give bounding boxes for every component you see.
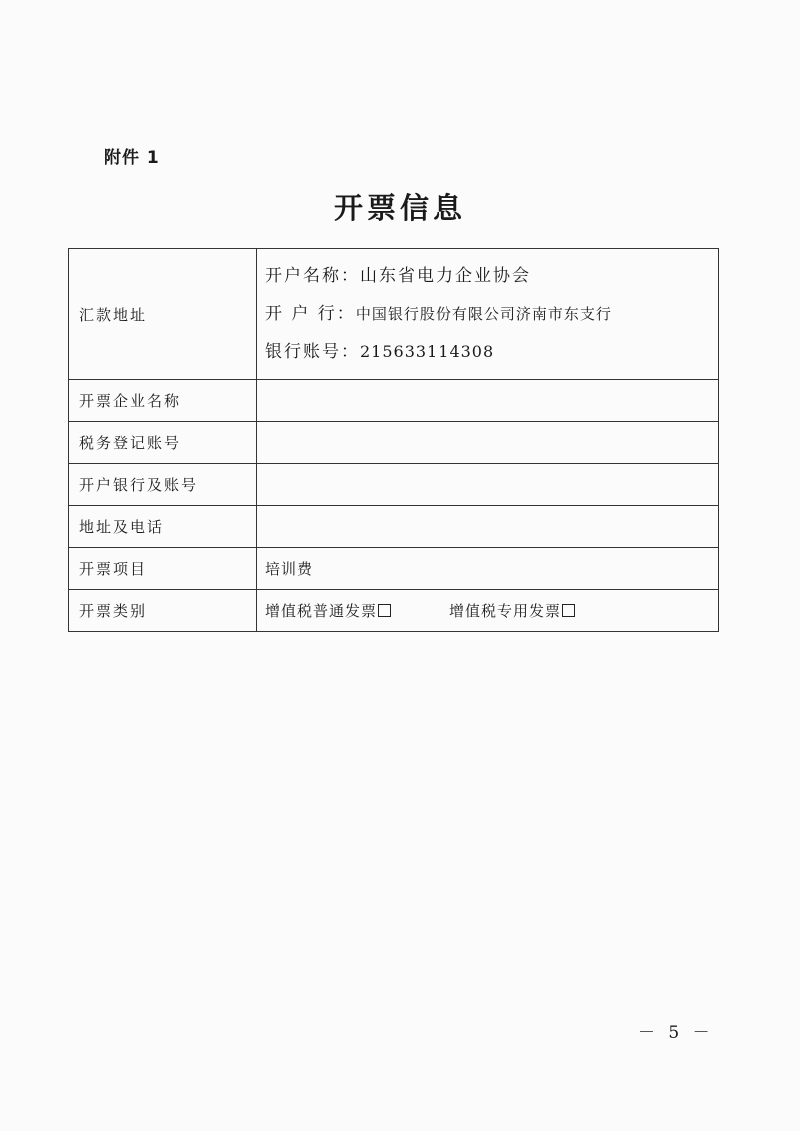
special-invoice-label: 增值税专用发票 xyxy=(449,602,562,620)
page-number: － 5 － xyxy=(638,1023,714,1043)
invoice-type-label: 开票类别 xyxy=(69,590,257,632)
special-invoice-option[interactable] xyxy=(449,600,575,621)
table-row xyxy=(69,590,719,632)
table-row xyxy=(69,506,719,548)
table-row xyxy=(69,380,719,422)
invoice-item-value: 培训费 xyxy=(257,548,719,590)
account-number-value: 215633114308 xyxy=(360,342,495,361)
remittance-details xyxy=(257,249,719,380)
tax-registration-label: 税务登记账号 xyxy=(69,422,257,464)
special-invoice-checkbox[interactable] xyxy=(562,604,575,617)
table-row xyxy=(69,548,719,590)
page-title: 开票信息 xyxy=(333,191,466,225)
company-name-label: 开票企业名称 xyxy=(69,380,257,422)
table-row xyxy=(69,422,719,464)
table-row xyxy=(69,464,719,506)
bank-account-field[interactable] xyxy=(257,464,719,506)
invoice-info-table xyxy=(68,248,719,632)
account-name-value: 山东省电力企业协会 xyxy=(360,266,531,286)
invoice-item-label: 开票项目 xyxy=(69,548,257,590)
remittance-label: 汇款地址 xyxy=(69,249,257,380)
attachment-label: 附件 1 xyxy=(104,148,160,168)
account-name-key: 开户名称： xyxy=(265,266,360,286)
bank-key: 开 户 行： xyxy=(265,304,356,324)
general-invoice-label: 增值税普通发票 xyxy=(265,602,378,620)
bank-account-label: 开户银行及账号 xyxy=(69,464,257,506)
account-name-line xyxy=(265,265,718,287)
bank-line xyxy=(265,303,718,325)
address-phone-field[interactable] xyxy=(257,506,719,548)
company-name-field[interactable] xyxy=(257,380,719,422)
tax-registration-field[interactable] xyxy=(257,422,719,464)
bank-value: 中国银行股份有限公司济南市东支行 xyxy=(355,305,612,323)
general-invoice-checkbox[interactable] xyxy=(378,604,391,617)
general-invoice-option[interactable] xyxy=(265,600,391,621)
table-row-remittance xyxy=(69,249,719,380)
address-phone-label: 地址及电话 xyxy=(69,506,257,548)
account-number-key: 银行账号： xyxy=(265,342,360,362)
invoice-type-options xyxy=(257,590,719,632)
account-number-line xyxy=(265,341,718,363)
